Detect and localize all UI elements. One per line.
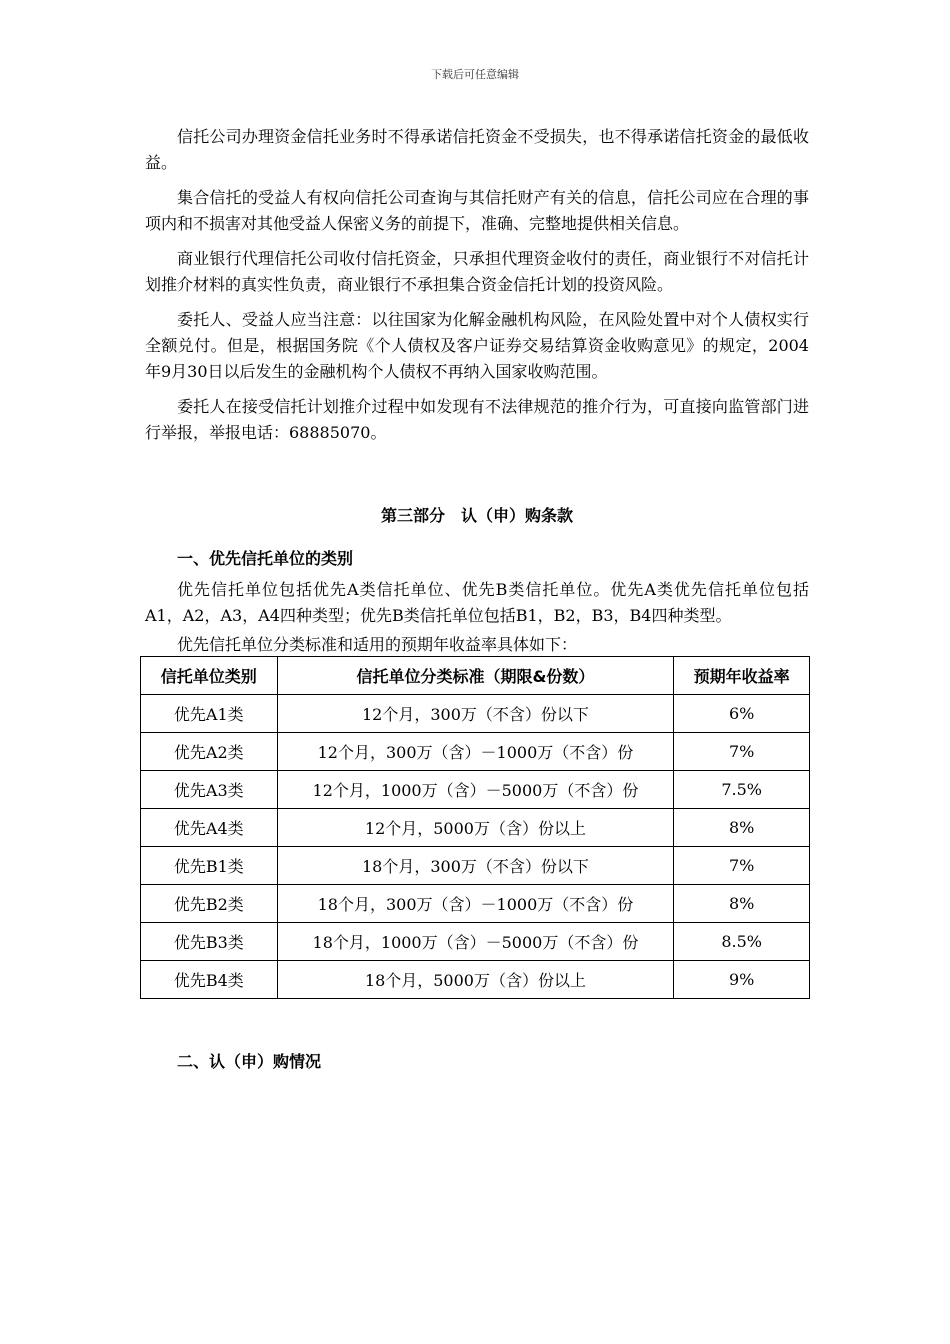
table-row bbox=[141, 733, 810, 771]
cell-category: 优先B2类 bbox=[141, 885, 278, 923]
cell-standard: 18个月，5000万（含）份以上 bbox=[277, 961, 674, 999]
table-row bbox=[141, 771, 810, 809]
cell-category: 优先B3类 bbox=[141, 923, 278, 961]
cell-category: 优先B4类 bbox=[141, 961, 278, 999]
section-title: 第三部分 认（申）购条款 bbox=[380, 506, 573, 525]
cell-category: 优先A1类 bbox=[141, 695, 278, 733]
cell-standard: 18个月，300万（不含）份以下 bbox=[277, 847, 674, 885]
cell-standard: 12个月，5000万（含）份以上 bbox=[277, 809, 674, 847]
table-row bbox=[141, 923, 810, 961]
classification-table bbox=[140, 656, 810, 999]
header-standard: 信托单位分类标准（期限&份数） bbox=[277, 657, 674, 695]
paragraph: 信托公司办理资金信托业务时不得承诺信托资金不受损失，也不得承诺信托资金的最低收益。 bbox=[145, 127, 809, 172]
cell-yield: 7% bbox=[674, 733, 810, 771]
table-row bbox=[141, 809, 810, 847]
cell-standard: 12个月，300万（不含）份以下 bbox=[277, 695, 674, 733]
cell-category: 优先A3类 bbox=[141, 771, 278, 809]
cell-yield: 6% bbox=[674, 695, 810, 733]
cell-yield: 8.5% bbox=[674, 923, 810, 961]
cell-category: 优先A4类 bbox=[141, 809, 278, 847]
paragraph: 集合信托的受益人有权向信托公司查询与其信托财产有关的信息，信托公司应在合理的事项内和不损害对其他受益人保密义务的前提下，准确、完整地提供相关信息。 bbox=[145, 188, 809, 233]
cell-standard: 18个月，1000万（含）－5000万（不含）份 bbox=[277, 923, 674, 961]
heading-unit-types: 一、优先信托单位的类别 bbox=[177, 549, 354, 568]
paragraph-unit-types: 优先信托单位包括优先A类信托单位、优先B类信托单位。优先A类优先信托单位包括A1，A2，A3，A4四种类型；优先B类信托单位包括B1，B2，B3，B4四种类型。 bbox=[145, 580, 809, 625]
cell-yield: 9% bbox=[674, 961, 810, 999]
page-header: 下载后可任意编辑 bbox=[431, 68, 519, 81]
cell-yield: 7% bbox=[674, 847, 810, 885]
cell-standard: 12个月，1000万（含）－5000万（不含）份 bbox=[277, 771, 674, 809]
cell-yield: 7.5% bbox=[674, 771, 810, 809]
cell-standard: 12个月，300万（含）－1000万（不含）份 bbox=[277, 733, 674, 771]
paragraph: 委托人、受益人应当注意：以往国家为化解金融机构风险，在风险处置中对个人债权实行全额兑付。但是，根据国务院《个人债权及客户证券交易结算资金收购意见》的规定，2004年9月30日以后发生的金融机构个人债权不再纳入国家收购范围。 bbox=[145, 310, 809, 381]
cell-yield: 8% bbox=[674, 885, 810, 923]
cell-standard: 18个月，300万（含）－1000万（不含）份 bbox=[277, 885, 674, 923]
header-yield: 预期年收益率 bbox=[674, 657, 810, 695]
heading-subscription: 二、认（申）购情况 bbox=[177, 1052, 322, 1071]
table-row bbox=[141, 847, 810, 885]
table-header-row bbox=[141, 657, 810, 695]
cell-category: 优先B1类 bbox=[141, 847, 278, 885]
paragraph: 商业银行代理信托公司收付信托资金，只承担代理资金收付的责任，商业银行不对信托计划推介材料的真实性负责，商业银行不承担集合资金信托计划的投资风险。 bbox=[145, 249, 809, 294]
table-row bbox=[141, 961, 810, 999]
cell-category: 优先A2类 bbox=[141, 733, 278, 771]
paragraph: 委托人在接受信托计划推介过程中如发现有不法律规范的推介行为，可直接向监管部门进行举报，举报电话：68885070。 bbox=[145, 397, 809, 442]
document-body bbox=[145, 124, 809, 1072]
header-category: 信托单位类别 bbox=[141, 657, 278, 695]
cell-yield: 8% bbox=[674, 809, 810, 847]
table-row bbox=[141, 885, 810, 923]
table-row bbox=[141, 695, 810, 733]
table-intro: 优先信托单位分类标准和适用的预期年收益率具体如下： bbox=[177, 635, 578, 654]
